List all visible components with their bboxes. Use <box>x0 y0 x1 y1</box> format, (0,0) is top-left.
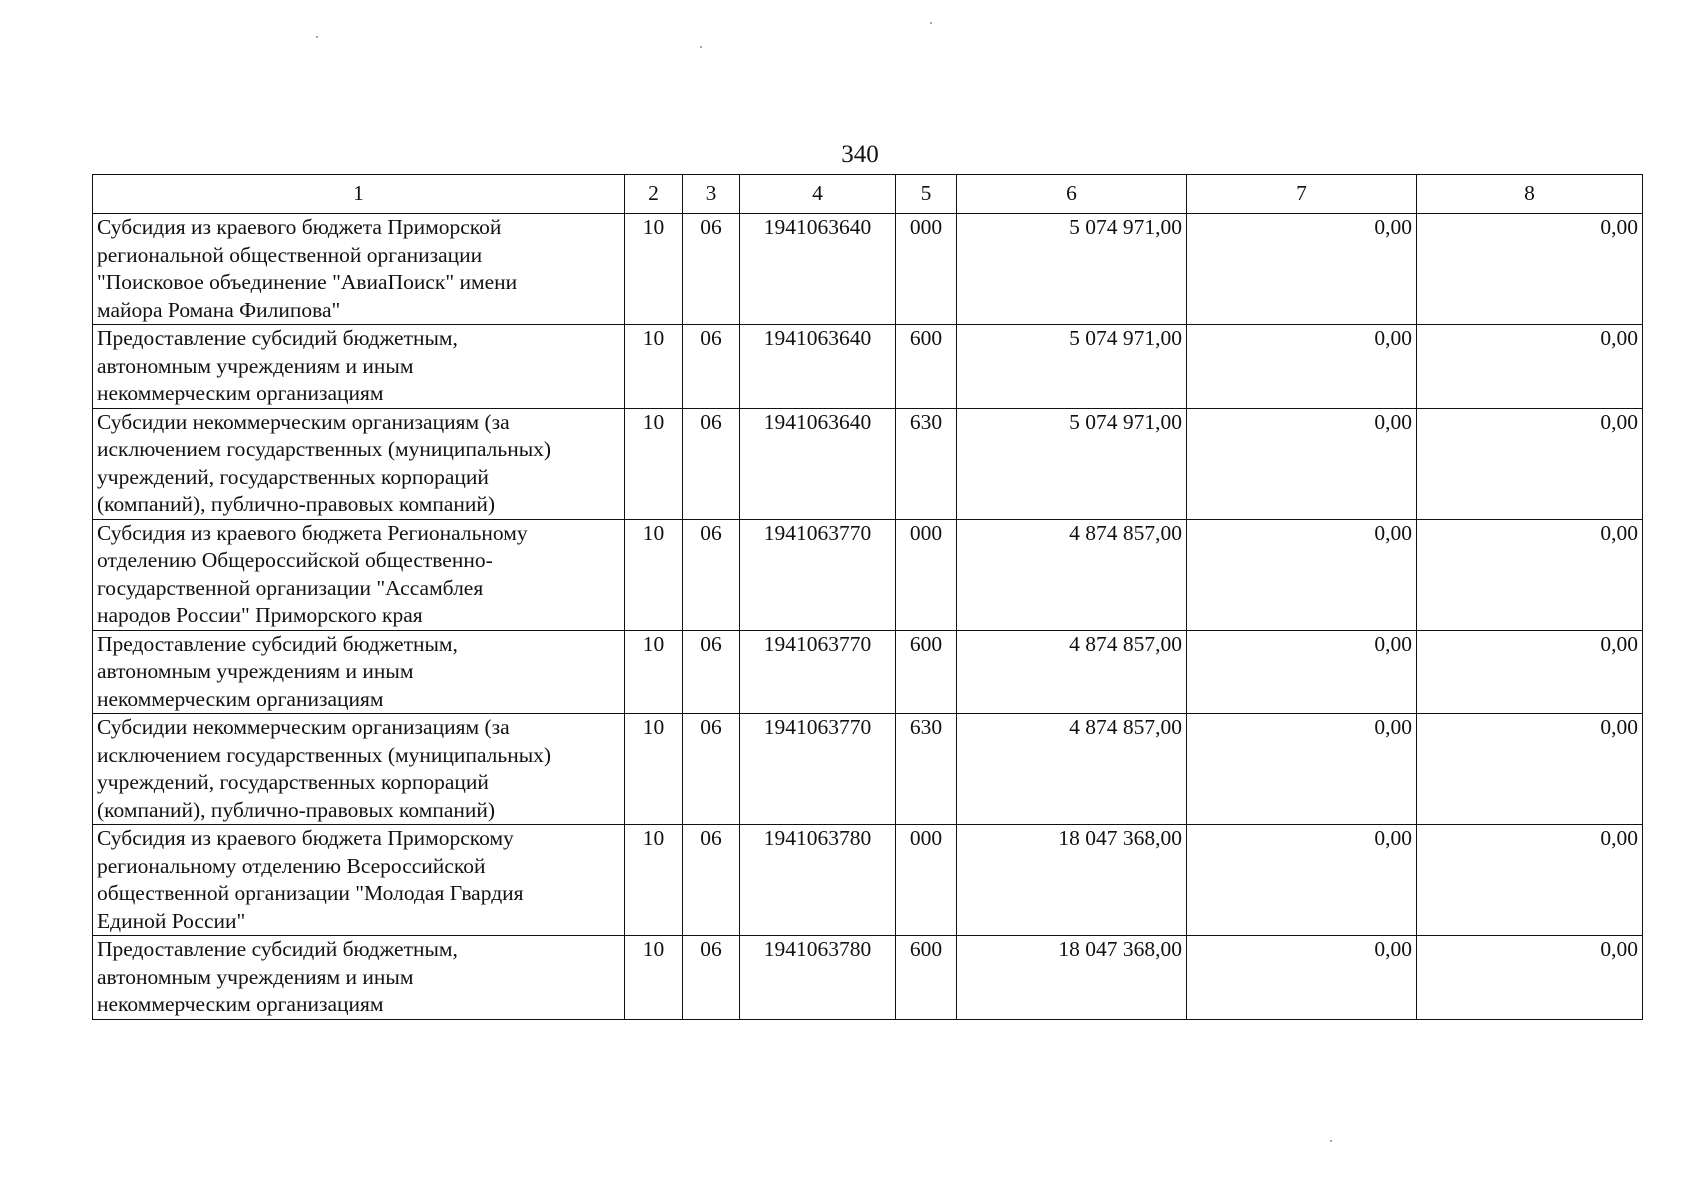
amount-col6-cell: 5 074 971,00 <box>957 214 1187 325</box>
amount-col8-cell: 0,00 <box>1417 936 1643 1020</box>
row-name-line: некоммерческим организациям <box>97 992 384 1016</box>
expense-type-cell: 000 <box>896 519 957 630</box>
table-row <box>93 630 1643 714</box>
section-code-cell: 10 <box>625 214 683 325</box>
section-code-cell: 10 <box>625 630 683 714</box>
expense-type-cell: 000 <box>896 214 957 325</box>
amount-col8-cell: 0,00 <box>1417 519 1643 630</box>
table-row <box>93 214 1643 325</box>
section-code-cell: 10 <box>625 825 683 936</box>
amount-col8-cell: 0,00 <box>1417 325 1643 409</box>
row-name-line: Субсидия из краевого бюджета Приморскому <box>97 826 514 850</box>
amount-col7-cell: 0,00 <box>1187 214 1417 325</box>
row-name-cell <box>93 325 625 409</box>
row-name-line: Предоставление субсидий бюджетным, <box>97 937 458 961</box>
subsection-code-cell: 06 <box>683 214 740 325</box>
budget-table-body <box>93 214 1643 1020</box>
column-header: 2 <box>625 175 683 214</box>
row-name-line: Предоставление субсидий бюджетным, <box>97 326 458 350</box>
table-row <box>93 408 1643 519</box>
row-name-line: учреждений, государственных корпораций <box>97 770 489 794</box>
row-name-line: региональной общественной организации <box>97 242 483 267</box>
row-name-line: Субсидия из краевого бюджета Региональному <box>97 520 528 545</box>
row-name-cell <box>93 630 625 714</box>
subsection-code-cell: 06 <box>683 325 740 409</box>
row-name-line: исключением государственных (муниципальных) <box>97 742 552 767</box>
amount-col8-cell: 0,00 <box>1417 408 1643 519</box>
budget-table <box>92 174 1643 1020</box>
table-row <box>93 714 1643 825</box>
row-name-line: автономным учреждениям и иным <box>97 353 414 378</box>
target-article-cell: 1941063770 <box>740 714 896 825</box>
section-code-cell: 10 <box>625 408 683 519</box>
target-article-cell: 1941063780 <box>740 936 896 1020</box>
page-number: 340 <box>841 141 879 168</box>
expense-type-cell: 630 <box>896 408 957 519</box>
row-name-line: Субсидия из краевого бюджета Приморской <box>97 215 502 239</box>
row-name-line: народов России" Приморского края <box>97 603 423 627</box>
amount-col6-cell: 5 074 971,00 <box>957 325 1187 409</box>
row-name-line: общественной организации "Молодая Гвардия <box>97 881 524 905</box>
subsection-code-cell: 06 <box>683 825 740 936</box>
column-header: 6 <box>957 175 1187 214</box>
amount-col8-cell: 0,00 <box>1417 630 1643 714</box>
amount-col7-cell: 0,00 <box>1187 825 1417 936</box>
expense-type-cell: 600 <box>896 936 957 1020</box>
target-article-cell: 1941063770 <box>740 630 896 714</box>
column-header: 7 <box>1187 175 1417 214</box>
table-row <box>93 936 1643 1020</box>
amount-col8-cell: 0,00 <box>1417 714 1643 825</box>
amount-col7-cell: 0,00 <box>1187 714 1417 825</box>
column-header: 3 <box>683 175 740 214</box>
row-name-line: "Поисковое объединение "АвиаПоиск" имени <box>97 270 518 294</box>
header-row <box>93 175 1643 214</box>
row-name-line: Единой России" <box>97 908 246 933</box>
subsection-code-cell: 06 <box>683 936 740 1020</box>
row-name-line: исключением государственных (муниципальных) <box>97 437 552 461</box>
target-article-cell: 1941063780 <box>740 825 896 936</box>
expense-type-cell: 000 <box>896 825 957 936</box>
section-code-cell: 10 <box>625 936 683 1020</box>
amount-col7-cell: 0,00 <box>1187 408 1417 519</box>
target-article-cell: 1941063640 <box>740 214 896 325</box>
target-article-cell: 1941063640 <box>740 325 896 409</box>
row-name-cell <box>93 408 625 519</box>
column-header: 5 <box>896 175 957 214</box>
amount-col6-cell: 18 047 368,00 <box>957 825 1187 936</box>
amount-col7-cell: 0,00 <box>1187 325 1417 409</box>
amount-col7-cell: 0,00 <box>1187 519 1417 630</box>
column-header: 1 <box>93 175 625 214</box>
amount-col8-cell: 0,00 <box>1417 825 1643 936</box>
table-row <box>93 325 1643 409</box>
amount-col7-cell: 0,00 <box>1187 630 1417 714</box>
section-code-cell: 10 <box>625 325 683 409</box>
amount-col7-cell: 0,00 <box>1187 936 1417 1020</box>
amount-col6-cell: 18 047 368,00 <box>957 936 1187 1020</box>
amount-col6-cell: 5 074 971,00 <box>957 408 1187 519</box>
target-article-cell: 1941063640 <box>740 408 896 519</box>
row-name-cell <box>93 714 625 825</box>
row-name-line: отделению Общероссийской общественно- <box>97 548 493 572</box>
section-code-cell: 10 <box>625 519 683 630</box>
column-header: 4 <box>740 175 896 214</box>
row-name-cell <box>93 519 625 630</box>
amount-col6-cell: 4 874 857,00 <box>957 519 1187 630</box>
amount-col8-cell: 0,00 <box>1417 214 1643 325</box>
row-name-line: (компаний), публично-правовых компаний) <box>97 797 496 822</box>
row-name-line: некоммерческим организациям <box>97 686 384 711</box>
table-row <box>93 519 1643 630</box>
row-name-line: (компаний), публично-правовых компаний) <box>97 492 496 516</box>
row-name-cell <box>93 214 625 325</box>
row-name-line: Предоставление субсидий бюджетным, <box>97 631 458 656</box>
subsection-code-cell: 06 <box>683 408 740 519</box>
row-name-line: автономным учреждениям и иным <box>97 964 414 989</box>
row-name-line: учреждений, государственных корпораций <box>97 464 489 489</box>
row-name-line: государственной организации "Ассамблея <box>97 575 484 600</box>
row-name-line: майора Романа Филипова" <box>97 297 341 322</box>
column-header: 8 <box>1417 175 1643 214</box>
row-name-cell <box>93 936 625 1020</box>
row-name-cell <box>93 825 625 936</box>
amount-col6-cell: 4 874 857,00 <box>957 714 1187 825</box>
expense-type-cell: 630 <box>896 714 957 825</box>
target-article-cell: 1941063770 <box>740 519 896 630</box>
table-row <box>93 825 1643 936</box>
section-code-cell: 10 <box>625 714 683 825</box>
row-name-line: некоммерческим организациям <box>97 381 384 405</box>
subsection-code-cell: 06 <box>683 714 740 825</box>
subsection-code-cell: 06 <box>683 519 740 630</box>
row-name-line: региональному отделению Всероссийской <box>97 853 486 878</box>
expense-type-cell: 600 <box>896 630 957 714</box>
subsection-code-cell: 06 <box>683 630 740 714</box>
expense-type-cell: 600 <box>896 325 957 409</box>
row-name-line: Субсидии некоммерческим организациям (за <box>97 409 510 434</box>
row-name-line: автономным учреждениям и иным <box>97 659 414 683</box>
amount-col6-cell: 4 874 857,00 <box>957 630 1187 714</box>
row-name-line: Субсидии некоммерческим организациям (за <box>97 715 510 739</box>
